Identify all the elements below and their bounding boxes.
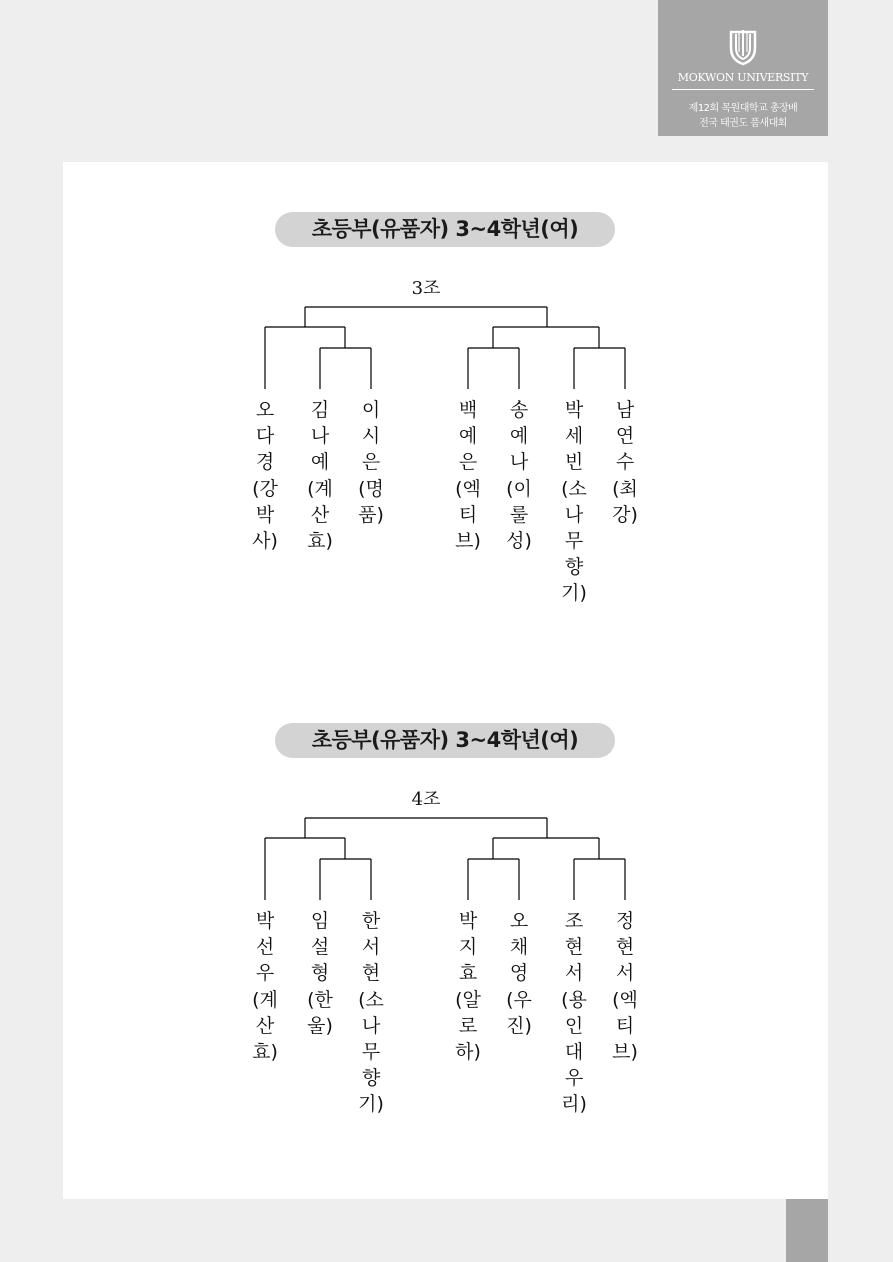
entry-name: 박세빈(소나무향기) — [561, 399, 587, 605]
entry-name: 박선우(계산효) — [252, 910, 278, 1064]
division-title: 초등부(유품자) 3~4학년(여) — [275, 212, 615, 247]
bracket-lines — [63, 212, 828, 412]
content-panel — [63, 162, 828, 1199]
event-title-line-2: 전국 태권도 품새대회 — [699, 118, 787, 129]
entry-name: 정현서(엑티브) — [612, 910, 638, 1064]
entry-name: 김나예(계산효) — [307, 399, 333, 553]
entry-name: 오다경(강박사) — [252, 399, 278, 553]
entry-name: 송예나(이룰성) — [506, 399, 532, 553]
university-logo-icon — [728, 26, 758, 66]
event-title-line-1: 제12회 목원대학교 총장배 — [688, 103, 798, 114]
bracket-section — [63, 212, 828, 682]
entry-name: 남연수(최강) — [612, 399, 638, 526]
bracket-section — [63, 723, 828, 1193]
entry-name: 박지효(알로하) — [455, 910, 481, 1064]
bracket-lines — [63, 723, 828, 923]
header-divider — [672, 89, 814, 90]
entry-name: 조현서(용인대우리) — [561, 910, 587, 1116]
group-label: 4조 — [411, 789, 441, 810]
entry-name: 백예은(엑티브) — [455, 399, 481, 553]
entry-name: 한서현(소나무향기) — [358, 910, 384, 1116]
entry-name: 임설형(한울) — [307, 910, 333, 1037]
group-label: 3조 — [411, 278, 441, 299]
entry-name: 오채영(우진) — [506, 910, 532, 1037]
header-box — [658, 0, 828, 136]
university-name: MOKWON UNIVERSITY — [677, 71, 809, 84]
entry-name: 이시은(명품) — [358, 399, 384, 526]
page-side-tab — [786, 1199, 828, 1262]
division-title: 초등부(유품자) 3~4학년(여) — [275, 723, 615, 758]
